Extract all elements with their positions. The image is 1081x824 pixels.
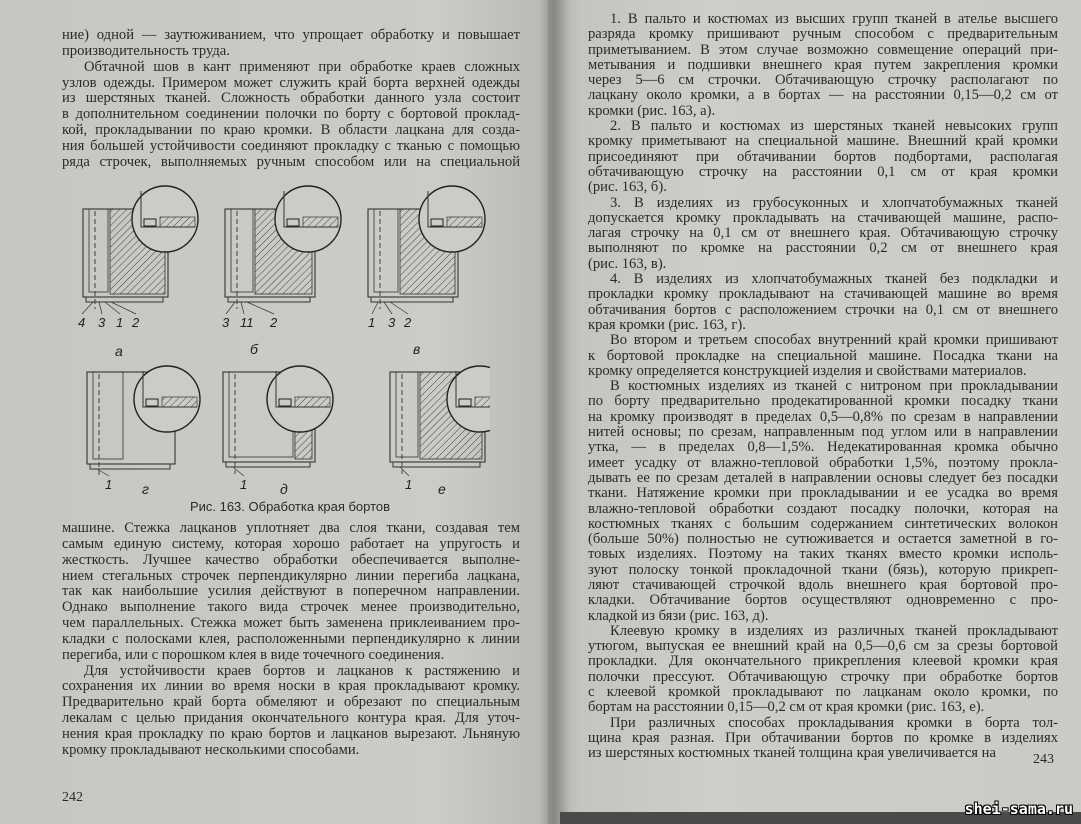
text-line: обтачивающую строчку на расстоянии 0,1 см от края кромки [588,163,1058,180]
text-line: из шерстяных тканей. Сложность обработки данного узла состоит [62,90,520,107]
text-line: Обтачной шов в кант применяют при обработке краев сложных [84,58,520,75]
text-line: ряда строчек, выполняемых ручным способом или на специальной [62,153,520,170]
callout-leader [105,302,120,314]
page-number-left: 242 [62,790,83,805]
text-line: прокладки кромку прокладывают на стачивающей машине во время [588,286,1058,303]
facing [89,209,108,292]
text-line: жесткость. Лучшее качество обработки обеспечивается выполне- [62,551,520,568]
text-line: обтачивания бортов с расположением строчки на 0,1 см от внешнего [588,301,1058,318]
right-page-text [588,12,1058,762]
callout-leader [390,302,408,314]
text-line: дывать ее по срезам деталей в направлении основы следует без посадки [588,469,1058,486]
text-line: Для устойчивости краев бортов и лацканов к растяжению и [84,662,520,679]
figure-labels [78,315,446,497]
text-line: кромки (рис. 163, а). [588,102,716,119]
text-line: лекалам с целью придания окончательного контура края. Для уточ- [62,710,520,727]
left-page-bottom-text [62,521,520,759]
text-line: влажно-тепловой обработки создают посадку полочки, которая на [588,500,1058,517]
base-strip [371,297,453,302]
text-line: машине. Стежка лацканов уплотняет два слоя ткани, создавая тем [62,520,520,536]
callout-label: 4 [78,315,86,330]
text-line: самым единую систему, которая хорошо работает на упругость и [62,535,520,552]
text-line: костюмных тканях с большим содержанием синтетических волокон [588,515,1058,532]
text-line: (больше 50%) полностью не сутюживается и остается заметной в го- [588,531,1058,548]
callout-label: 2 [270,315,278,330]
watermark: shei-sama.ru [964,800,1073,818]
panel-letter: а [115,343,123,359]
text-line: края кромки (рис. 163, г). [588,316,746,333]
text-line: полочки прессуют. Обтачивающую строчку при обработке бортов [588,668,1058,685]
text-line: щина края разная. При обтачивании бортов по кромке в изделиях [588,729,1058,746]
text-line: зуют полоску тонкой прокладочной ткани (бязь), которую прикреп- [588,561,1058,578]
callout-label: 3 [98,315,106,330]
text-line: присоединяют при обтачивании бортов подбортами, располагая [588,148,1058,165]
text-line: 4. В изделиях из хлопчатобумажных тканей без подкладки и [610,271,1058,288]
facing [231,209,253,292]
text-line: Клеевую кромку в изделиях из различных тканей прокладывают [610,622,1058,639]
text-line: утюгом, выпуская ее внешний край на 0,5—0,6 см за срезы бортовой [588,638,1058,655]
figure-panel-д [223,366,333,476]
text-line: разряда кромку пришивают ручным способом с предварительным [588,26,1058,43]
callout-leader [82,302,93,314]
text-line: приметыванием. В этом случае возможно совмещение операций при- [588,41,1058,58]
text-line: метывания и подшивки внешнего края путем закрепления кромки [588,56,1058,73]
text-line: (рис. 163, б). [588,179,667,196]
text-line: через 5—6 см строчки. Обтачивающую строчку располагают по [588,72,1058,89]
text-line: выполняют по кромке на расстоянии 0,2 см от внешнего края [588,240,1058,257]
text-line: 3. В изделиях из грубосуконных и хлопчатобумажных тканей [610,194,1058,211]
figure-caption: Рис. 163. Обработка края бортов [189,499,391,514]
text-line: нием стегальных строчек перпендикулярно линии перегиба лацкана, [62,567,520,584]
text-line: товых изделиях. Поэтому на таких тканях вместо кромки исполь- [588,546,1058,563]
text-line: ния большей устойчивости соединяют прокладку с тканью с помощью [62,137,520,154]
figure-panel-а [82,186,198,314]
figure-panel-б [225,186,341,314]
page-number-right: 243 [1033,752,1054,767]
panel-letter: д [280,481,288,497]
text-line: При различных способах прокладывания кромки в борта тол- [610,714,1058,731]
callout-leader [226,302,235,314]
callout-leader [111,302,136,314]
figure-panel-г [87,366,200,476]
text-line: кладки. Обтачивание бортов осуществляют одновременно с про- [588,592,1058,609]
text-line: ляют стачивающей строчкой вдоль внешнего края бортовой про- [588,576,1058,593]
text-line: кромку прокладывают несколькими способами. [62,741,360,758]
detail-layer [475,397,490,407]
callout-label: 2 [132,315,140,330]
text-line: кладкой из бязи (рис. 163, д). [588,607,769,624]
callout-leader [384,302,392,314]
text-line: нения края прокладку по краю бортов и лацканов вырезают. Льняную [62,725,520,742]
detail-layer [447,217,482,227]
text-line: ткани. Натяжение кромки при прокладывании и ее усадка во время [588,485,1058,502]
text-line: лагая строчку на 0,1 см от внешнего края. Обтачивающую строчку [588,225,1058,242]
callout-label: 1 [405,477,413,492]
detail-layer [295,397,330,407]
text-line: так как наибольшие усилия действуют в поперечном направлении. [62,583,520,600]
text-line: кромку приметывают на специальной машине. Внешний край кромки [588,133,1058,150]
text-line: Однако выполнение такого вида строчек менее производительно, [62,599,520,616]
callout-label: 11 [240,315,254,330]
callout-label: 1 [116,315,124,330]
text-line: чем параллельных. Стежка может быть заменена приклеиванием про- [62,615,520,632]
text-line: Предварительно край борта обмеляют и обрезают по специальным [62,694,520,711]
callout-label: 2 [404,315,412,330]
text-line: кромку определяется конструкцией изделия и свойствами материалов. [588,362,1027,379]
base-strip [86,297,163,302]
callout-leader [400,467,409,476]
text-line: бортам на расстоянии 0,15—0,2 см от края кромки (рис. 163, е). [588,699,985,716]
text-line: нитей основы; по срезам, направленным под углом или в направлении [588,424,1058,441]
text-line: кладки с полосками клея, расположенными перпендикулярно к линии [62,630,520,647]
text-line: к бортовой прокладке на специальной машине. Посадка ткани на [588,347,1058,364]
base-strip [228,297,310,302]
text-line: сохранения их линии во время носки в края прокладывают кромку. [62,678,520,695]
base-strip [393,462,480,467]
callout-label: 3 [388,315,396,330]
left-page-top-text [62,28,520,171]
figure-163 [70,174,490,504]
base-strip [226,462,310,467]
facing [396,372,418,457]
facing [93,372,123,459]
text-line: по борту предварительно продекатированной кромки посадку ткани [588,393,1058,410]
text-line: лацкану около кромки, а в бортах — на расстоянии 0,15—0,2 см от [588,87,1058,104]
text-line: из шерстяных костюмных тканей толщина края увеличивается на [588,745,996,762]
text-line: Во втором и третьем способах внутренний край кромки пришивают [610,332,1058,349]
detail-layer [162,397,197,407]
text-line: имеет усадку от влажно-тепловой обработки 1,5%, поэтому прокла- [588,454,1058,471]
text-line: В костюмных изделиях из тканей с нитроном при прокладывании [610,378,1058,395]
callout-label: 1 [105,477,113,492]
text-line: узлов одежды. Примером может служить край борта верхней одежды [62,74,520,91]
callout-label: 1 [368,315,376,330]
figure-panel-в [368,186,485,314]
text-line: 2. В пальто и костюмах из шерстяных тканей невысоких групп [610,118,1058,135]
text-line: (рис. 163, в). [588,255,667,272]
callout-leader [372,302,378,314]
text-line: прокладки. Для окончательного прикрепления клеевой кромки края [588,653,1058,670]
callout-label: 1 [240,477,248,492]
callout-label: 3 [222,315,230,330]
base-strip [90,464,170,469]
figure-panel-е [390,366,490,476]
callout-leader [247,302,274,314]
panel-letter: г [142,481,149,497]
book-gutter [540,0,570,824]
callout-leader [99,302,102,314]
text-line: кой, прокладывании по краю кромки. В области лацкана для созда- [62,122,520,139]
panel-letter: в [413,341,421,357]
text-line: с клеевой кромкой прокладывают по лацканам около кромки, по [588,684,1058,701]
detail-layer [160,217,195,227]
text-line: в дополнительном соединении полочки по борту с бортовой проклад- [62,106,520,123]
text-line: 1. В пальто и костюмах из высших групп тканей в ателье высшего [610,11,1058,27]
detail-layer [303,217,338,227]
panel-letter: б [250,341,258,357]
facing [374,209,398,292]
text-line: ние) одной — заутюживанием, что упрощает обработку и повышает [62,27,520,43]
text-line: перегиба, или с порошком клея в виде точечного соединения. [62,646,445,663]
text-line: допускается кромку прокладывать на стачивающей машине, распо- [588,209,1058,226]
text-line: на кромку производят в пределах 0,5—0,8% по срезам в направлении [588,408,1058,425]
text-line: производительность труда. [62,42,230,59]
callout-leader [241,302,244,314]
text-line: утка, — в пределах 0,8—1,5%. Недекатированная кромка обычно [588,439,1058,456]
panel-letter: е [438,481,446,497]
